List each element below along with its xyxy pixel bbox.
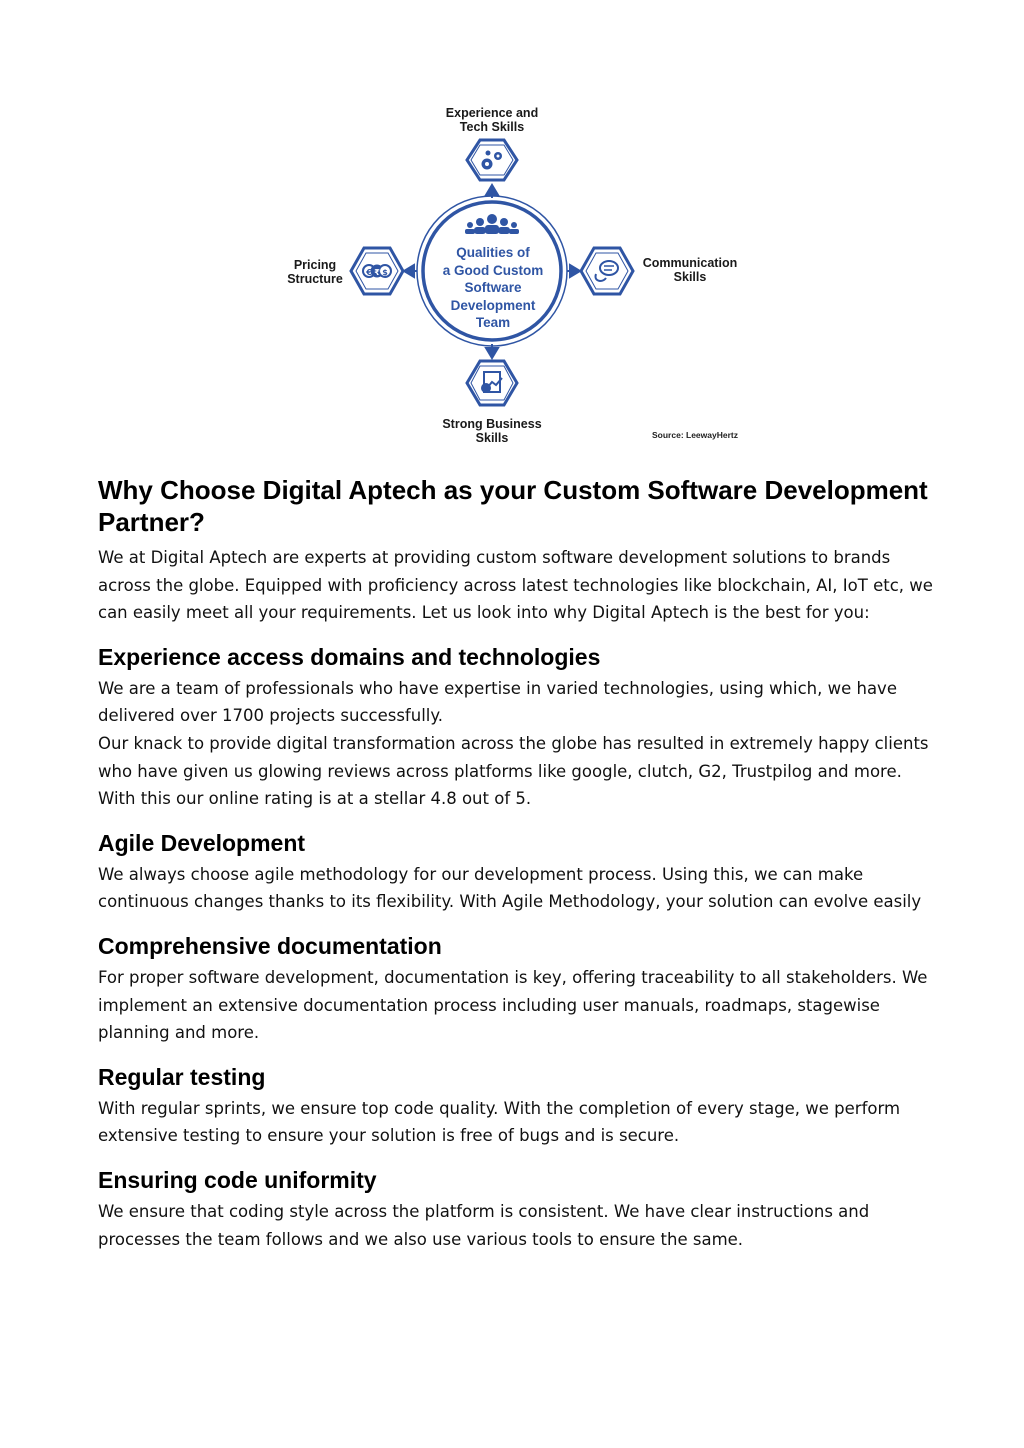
article-intro: We at Digital Aptech are experts at providing custom software development solutions to brands across the globe. Equipped with proficiency across latest technologies like blockchain, AI, IoT etc, we can easily meet all your requirements. Let us look into why Digital Aptech is the best for you:	[98, 548, 933, 623]
arrow-left-icon	[404, 265, 414, 277]
arrow-down-icon	[486, 348, 498, 358]
diagram-left-label: Pricing Structure	[287, 258, 343, 286]
section-heading: Experience access domains and technologies	[98, 643, 601, 670]
section-paragraph: We ensure that coding style across the platform is consistent. We have clear instructions and processes the team follows and we also use various tools to ensure the same.	[98, 1201, 870, 1249]
section-paragraph: Our knack to provide digital transformation across the globe has resulted in extremely happy clients who have given us glowing reviews across platforms like google, clutch, G2, Trustpilog and more. With this our online rating is at a stellar 4.8 out of 5.	[98, 733, 929, 809]
business-chart-icon	[481, 372, 502, 393]
diagram-source: Source: LeewayHertz	[652, 430, 738, 440]
section-paragraph: For proper software development, documentation is key, offering traceability to all stakeholders. We implement an extensive documentation process including user manuals, roadmaps, stagewise planning and more.	[98, 967, 928, 1043]
section-heading: Regular testing	[98, 1063, 266, 1090]
section-paragraph: We always choose agile methodology for our development process. Using this, we can make continuous changes thanks to its flexibility. With Agile Methodology, your solution can evolve easily	[98, 864, 922, 912]
section-heading: Agile Development	[98, 829, 306, 856]
svg-text:₹: ₹	[374, 268, 380, 277]
diagram-center-label: Qualities of a Good Custom Software Development Team	[442, 245, 544, 330]
section-paragraph: We are a team of professionals who have expertise in varied technologies, using which, we have delivered over 1700 projects successfully.	[98, 678, 897, 726]
svg-text:€: €	[366, 268, 372, 277]
qualities-diagram	[280, 100, 750, 452]
diagram-right-label: Communication Skills	[642, 256, 738, 284]
svg-text:$: $	[382, 268, 388, 277]
arrow-up-icon	[486, 185, 498, 195]
arrow-right-icon	[570, 265, 580, 277]
article-title: Why Choose Digital Aptech as your Custom Software Development Partner?	[98, 475, 928, 537]
section-heading: Ensuring code uniformity	[98, 1166, 377, 1193]
currency-coins-icon	[363, 265, 391, 278]
section-paragraph: With regular sprints, we ensure top code quality. With the completion of every stage, we perform extensive testing to ensure your solution is free of bugs and is secure.	[98, 1098, 901, 1146]
diagram-bottom-label: Strong Business Skills	[442, 417, 542, 445]
article	[98, 474, 938, 1253]
section-heading: Comprehensive documentation	[98, 932, 442, 959]
diagram-top-label: Experience and Tech Skills	[445, 106, 539, 134]
